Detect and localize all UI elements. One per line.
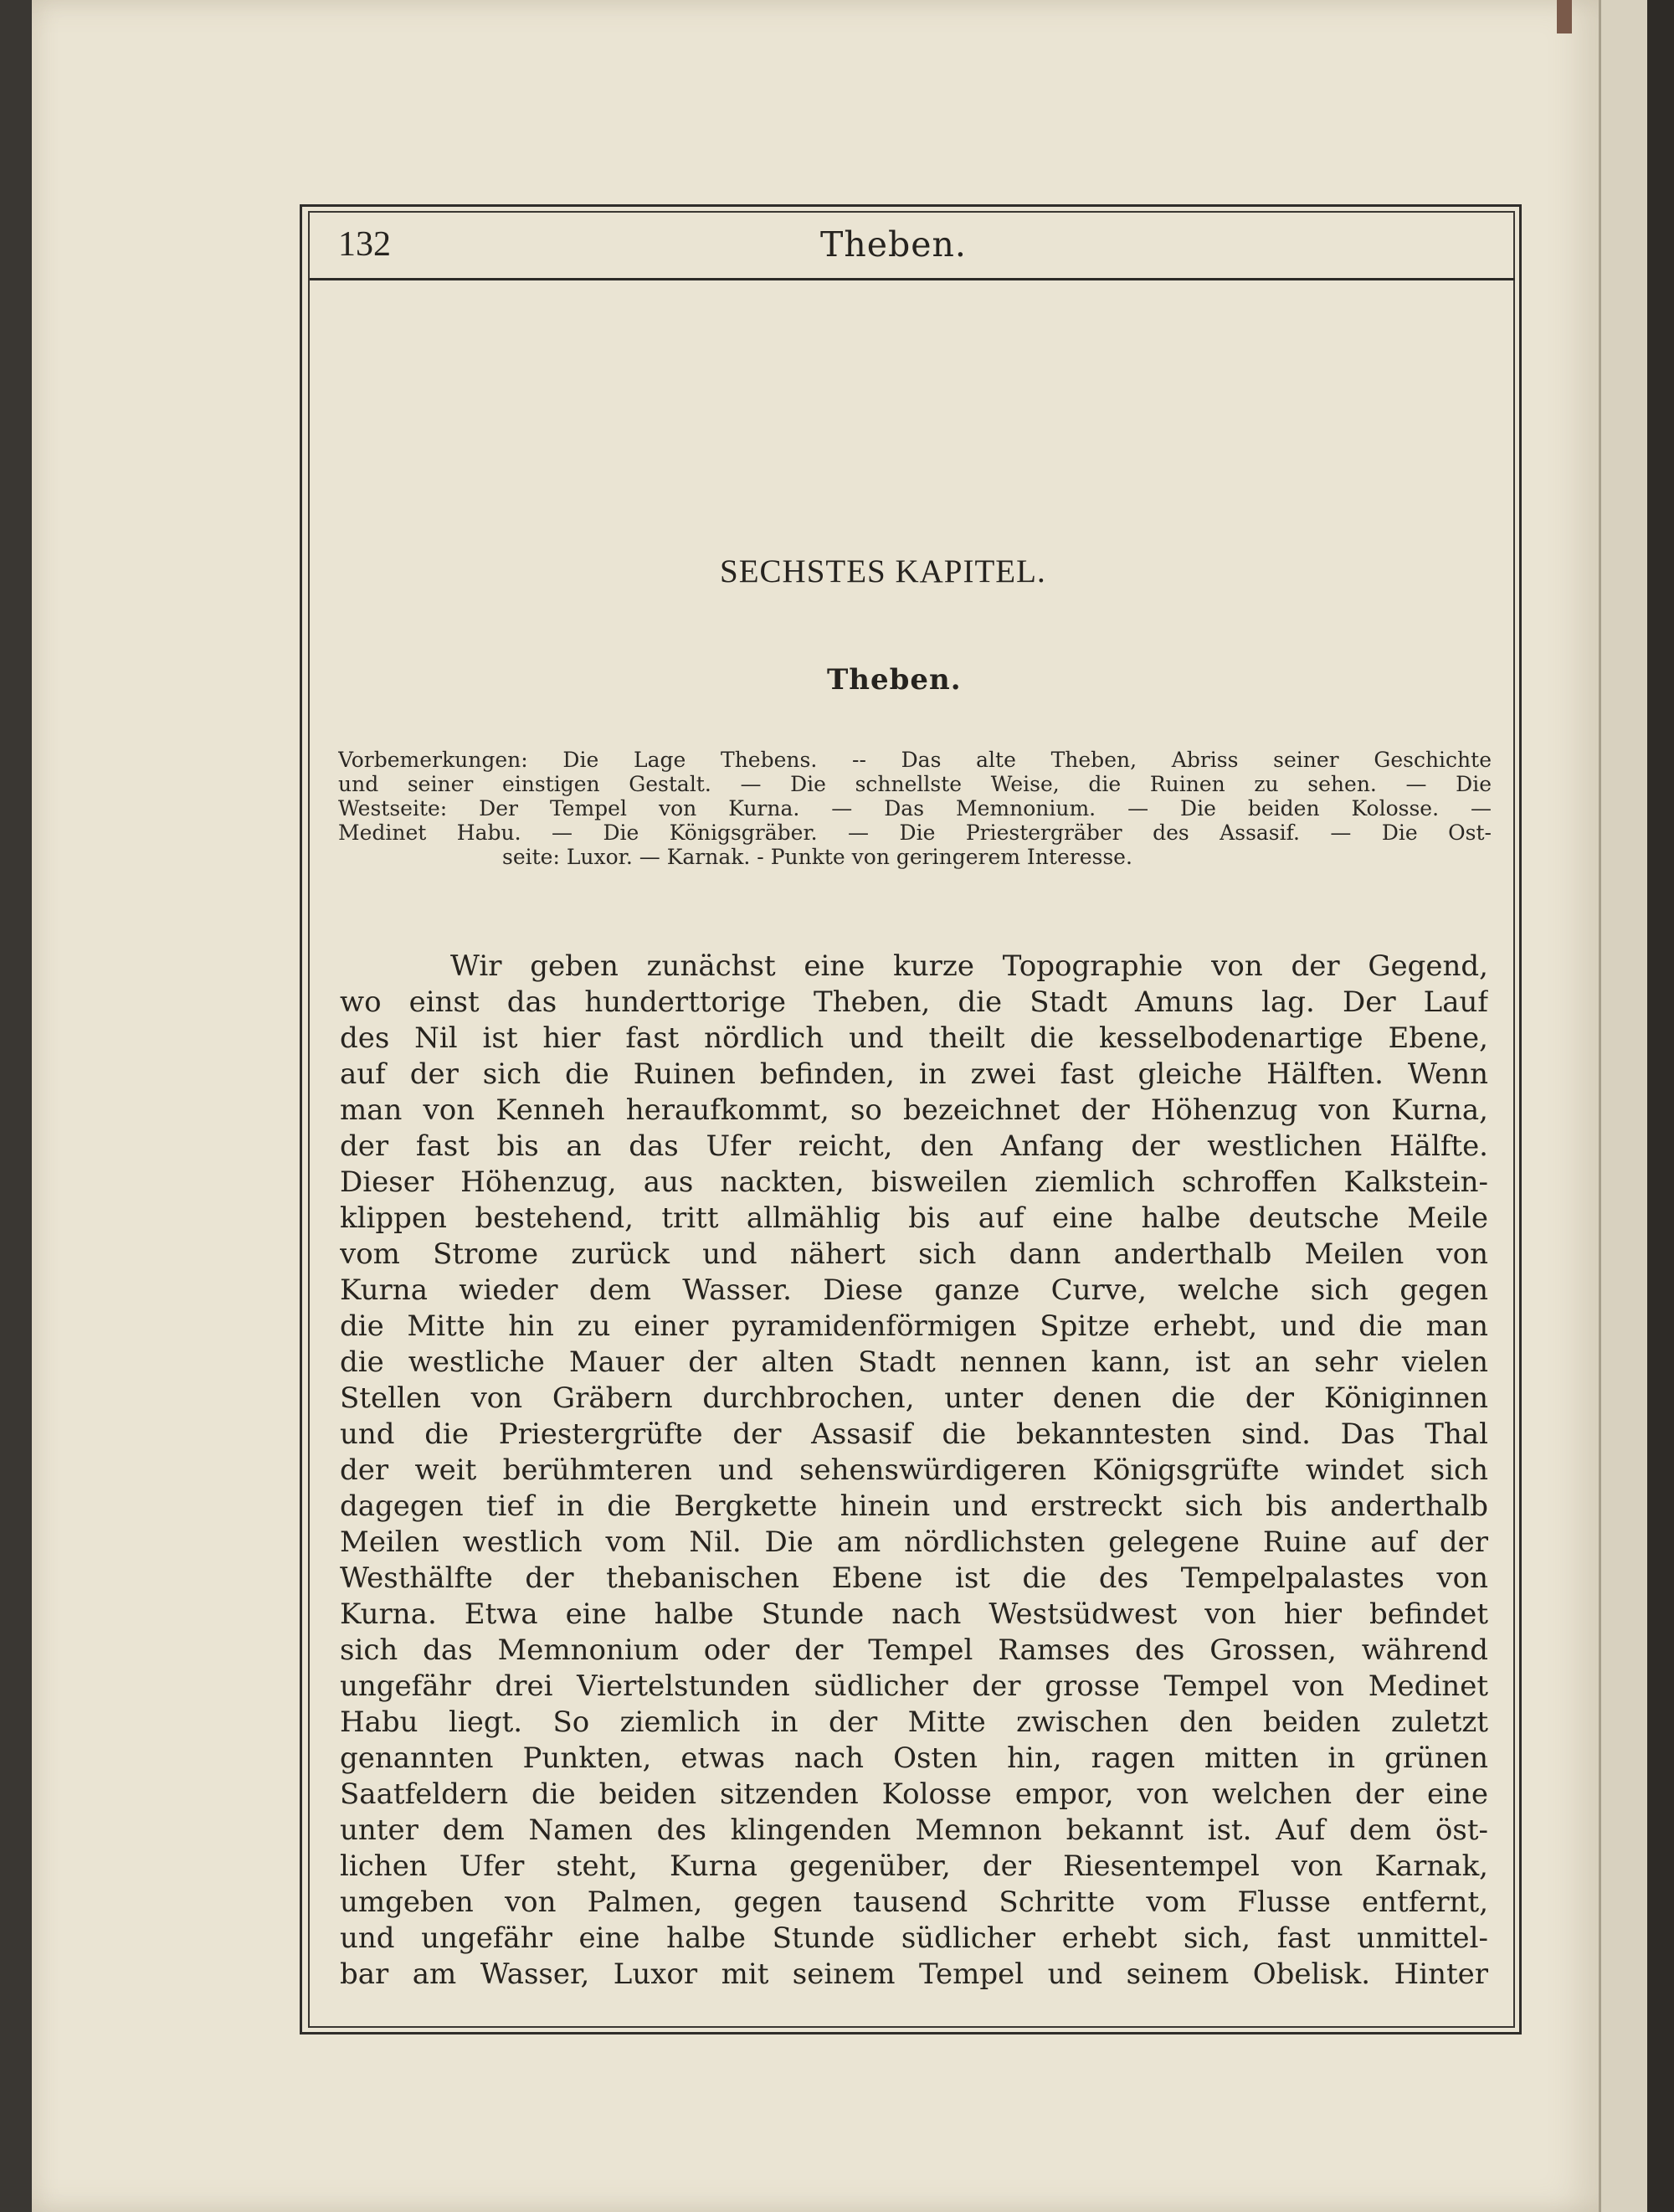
body-line: der weit berühmteren und sehenswürdigeren Königsgrüfte windet sich — [340, 1453, 1488, 1487]
body-line: unter dem Namen des klingenden Memnon bekannt ist. Auf dem öst- — [340, 1813, 1488, 1847]
body-line: die Mitte hin zu einer pyramidenförmigen Spitze erhebt, und die man — [340, 1309, 1488, 1343]
body-line: vom Strome zurück und nähert sich dann anderthalb Meilen von — [340, 1237, 1488, 1271]
body-line: Habu liegt. So ziemlich in der Mitte zwischen den beiden zuletzt — [340, 1705, 1488, 1739]
chapter-title: Theben. — [827, 663, 962, 697]
summary-line: Medinet Habu. — Die Königsgräber. — Die Priestergräber des Assasif. — Die Ost- — [338, 820, 1492, 845]
body-line: wo einst das hunderttorige Theben, die Stadt Amuns lag. Der Lauf — [340, 985, 1488, 1019]
summary-line: Westseite: Der Tempel von Kurna. — Das Memnonium. — Die beiden Kolosse. — — [338, 796, 1492, 820]
summary-line: seite: Luxor. — Karnak. - Punkte von geringerem Interesse. — [502, 845, 1132, 869]
body-line: und die Priestergrüfte der Assasif die bekanntesten sind. Das Thal — [340, 1417, 1488, 1451]
body-line: sich das Memnonium oder der Tempel Ramses des Grossen, während — [340, 1633, 1488, 1667]
body-line: Wir geben zunächst eine kurze Topographie von der Gegend, — [450, 949, 1488, 983]
binding-mark — [1557, 0, 1572, 33]
facing-page-edge — [1599, 0, 1674, 2212]
body-line: umgeben von Palmen, gegen tausend Schritte vom Flusse entfernt, — [340, 1885, 1488, 1919]
body-line: Dieser Höhenzug, aus nackten, bisweilen ziemlich schroffen Kalkstein- — [340, 1165, 1488, 1199]
body-line: ungefähr drei Viertelstunden südlicher der grosse Tempel von Medinet — [340, 1669, 1488, 1703]
body-line: bar am Wasser, Luxor mit seinem Tempel und seinem Obelisk. Hinter — [340, 1957, 1488, 1991]
body-line: genannten Punkten, etwas nach Osten hin, ragen mitten in grünen — [340, 1741, 1488, 1775]
running-title: Theben. — [820, 224, 967, 265]
body-line: Kurna wieder dem Wasser. Diese ganze Curve, welche sich gegen — [340, 1273, 1488, 1307]
header-rule — [310, 278, 1515, 280]
body-line: Stellen von Gräbern durchbrochen, unter denen die der Königinnen — [340, 1381, 1488, 1415]
body-line: Meilen westlich vom Nil. Die am nördlichsten gelegene Ruine auf der — [340, 1525, 1488, 1559]
chapter-heading: SECHSTES KAPITEL. — [720, 553, 1046, 589]
body-line: lichen Ufer steht, Kurna gegenüber, der Riesentempel von Karnak, — [340, 1849, 1488, 1883]
body-line: Westhälfte der thebanischen Ebene ist die des Tempelpalastes von — [340, 1561, 1488, 1595]
body-line: Kurna. Etwa eine halbe Stunde nach Westsüdwest von hier befindet — [340, 1597, 1488, 1631]
body-line: Saatfeldern die beiden sitzenden Kolosse empor, von welchen der eine — [340, 1777, 1488, 1811]
body-line: dagegen tief in die Bergkette hinein und erstreckt sich bis anderthalb — [340, 1489, 1488, 1523]
page-number: 132 — [338, 225, 391, 264]
body-line: auf der sich die Ruinen befinden, in zwei fast gleiche Hälften. Wenn — [340, 1057, 1488, 1091]
body-line: des Nil ist hier fast nördlich und theilt die kesselbodenartige Ebene, — [340, 1021, 1488, 1055]
body-line: der fast bis an das Ufer reicht, den Anfang der westlichen Hälfte. — [340, 1129, 1488, 1163]
body-line: man von Kenneh heraufkommt, so bezeichnet der Höhenzug von Kurna, — [340, 1093, 1488, 1127]
summary-line: Vorbemerkungen: Die Lage Thebens. -- Das alte Theben, Abriss seiner Geschichte — [338, 748, 1492, 772]
body-line: und ungefähr eine halbe Stunde südlicher erhebt sich, fast unmittel- — [340, 1921, 1488, 1955]
body-line: die westliche Mauer der alten Stadt nennen kann, ist an sehr vielen — [340, 1345, 1488, 1379]
summary-line: und seiner einstigen Gestalt. — Die schnellste Weise, die Ruinen zu sehen. — Die — [338, 772, 1492, 796]
body-line: klippen bestehend, tritt allmählig bis auf eine halbe deutsche Meile — [340, 1201, 1488, 1235]
